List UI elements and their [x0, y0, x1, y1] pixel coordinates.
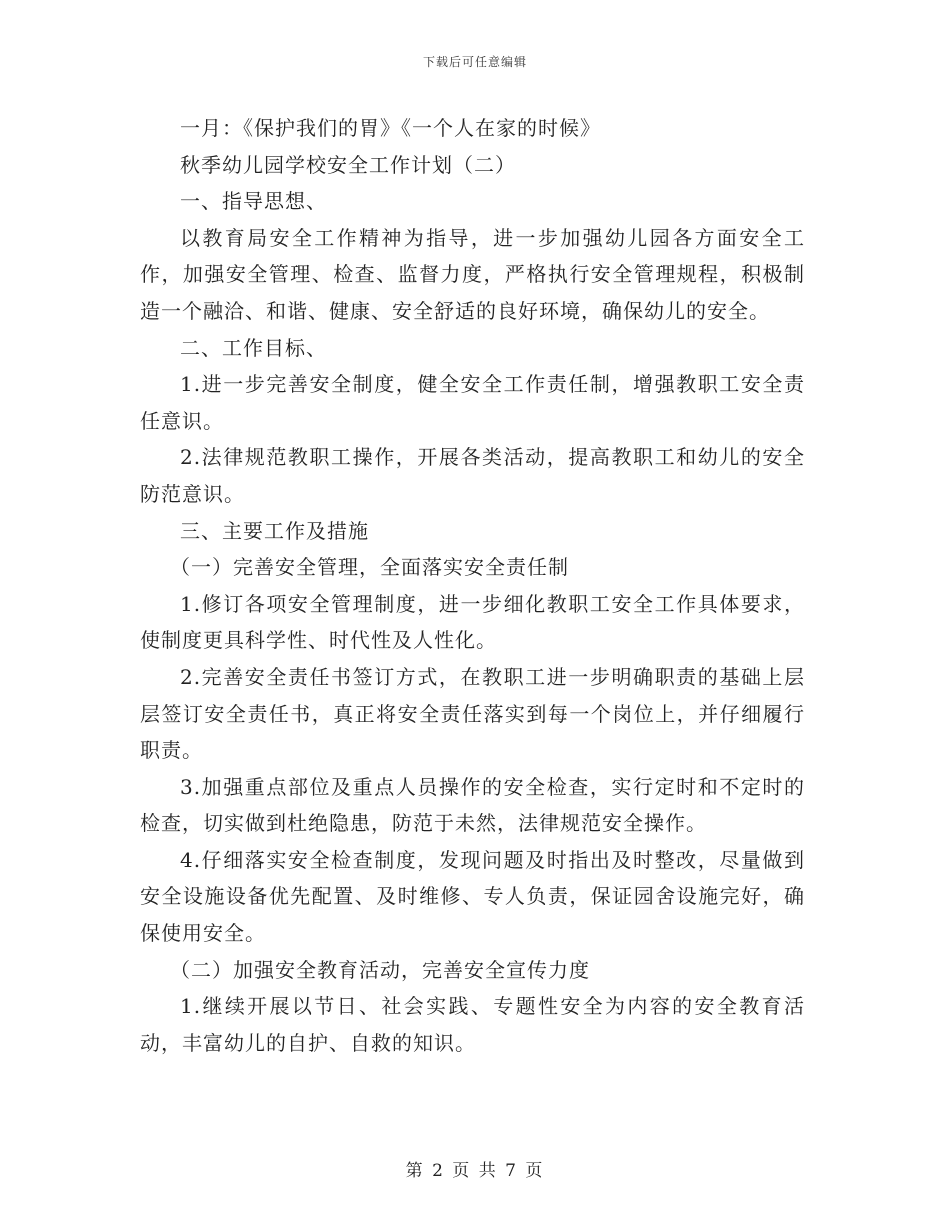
paragraph-goal-1: 1.进一步完善安全制度，健全安全工作责任制，增强教职工安全责任意识。 [140, 372, 805, 433]
document-title: 秋季幼儿园学校安全工作计划（二） [180, 152, 516, 177]
paragraph-measure-1-1: 1.修订各项安全管理制度，进一步细化教职工安全工作具体要求，使制度更具科学性、时代性及人性化。 [140, 591, 805, 653]
page-number: 第 2 页 共 7 页 [405, 1161, 545, 1181]
section-heading-main-work: 三、主要工作及措施 [180, 518, 369, 543]
paragraph-measure-2-1: 1.继续开展以节日、社会实践、专题性安全为内容的安全教育活动，丰富幼儿的自护、自救的知识。 [140, 994, 805, 1055]
page-header: 下载后可任意编辑 [422, 55, 527, 69]
paragraph-guiding-ideology: 以教育局安全工作精神为指导，进一步加强幼儿园各方面安全工作，加强安全管理、检查、监督力度，严格执行安全管理规程，积极制造一个融洽、和谐、健康、安全舒适的良好环境，确保幼儿的安全。 [140, 225, 805, 323]
paragraph-goal-2: 2.法律规范教职工操作，开展各类活动，提高教职工和幼儿的安全防范意识。 [140, 445, 805, 506]
paragraph-measure-1-4: 4.仔细落实安全检查制度，发现问题及时指出及时整改，尽量做到安全设施设备优先配置、及时维修、专人负责，保证园舍设施完好，确保使用安全。 [140, 847, 805, 946]
subsection-heading-safety-education: （二）加强安全教育活动，完善安全宣传力度 [170, 957, 590, 982]
paragraph-measure-1-2: 2.完善安全责任书签订方式，在教职工进一步明确职责的基础上层层签订安全责任书，真正将安全责任落实到每一个岗位上，并仔细履行职责。 [140, 664, 805, 763]
section-heading-work-goals: 二、工作目标、 [180, 335, 327, 360]
document-body [140, 110, 805, 1061]
section-heading-guiding-ideology: 一、指导思想、 [180, 189, 327, 214]
paragraph-plan-january: 一月：《保护我们的胃》《一个人在家的时候》 [180, 116, 601, 140]
subsection-heading-safety-management: （一）完善安全管理，全面落实安全责任制 [170, 555, 569, 580]
paragraph-measure-1-3: 3.加强重点部位及重点人员操作的安全检查，实行定时和不定时的检查，切实做到杜绝隐患，防范于未然，法律规范安全操作。 [140, 774, 805, 836]
